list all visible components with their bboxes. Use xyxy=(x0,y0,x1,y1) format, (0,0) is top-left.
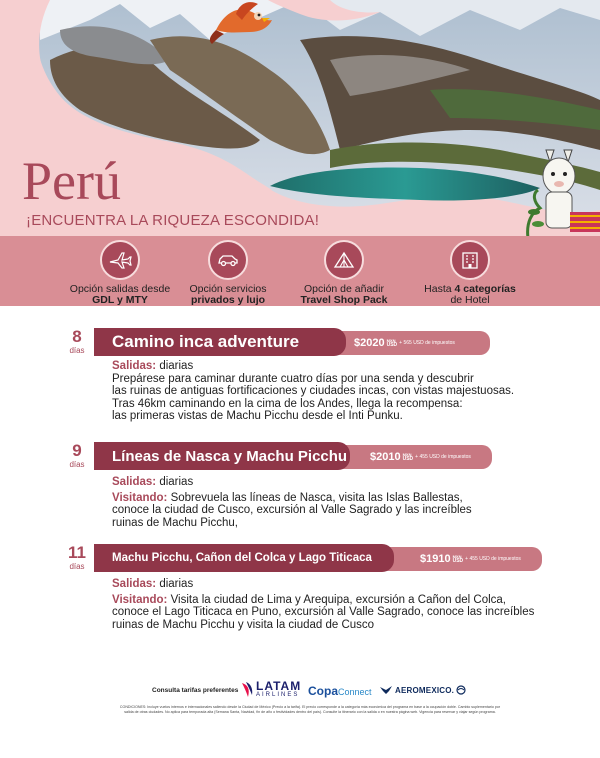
tour-taxes: + 455 USD de impuestos xyxy=(465,556,521,562)
latam-logo xyxy=(240,681,301,699)
tour-price-currency xyxy=(387,338,398,348)
tour-price xyxy=(420,547,521,571)
feature-line2: GDL y MTY xyxy=(92,294,148,306)
tour-description-line: ruinas de Machu Picchu y visita la ciudad de Cusco xyxy=(112,618,375,631)
tour-days xyxy=(64,544,90,571)
tour-description-text: Sobrevuela las líneas de Nasca, visita las Islas Ballestas, xyxy=(170,491,463,504)
tour-days-number: 9 xyxy=(72,441,82,460)
feature-line1: Opción servicios xyxy=(189,283,267,295)
aeromexico-logo xyxy=(380,685,466,695)
tour-description-line: conoce la ciudad de Cusco, excursión al Valle Sagrado y las increíbles xyxy=(112,504,472,516)
tour-taxes: + 455 USD de impuestos xyxy=(415,454,471,460)
tour-days-label: días xyxy=(69,562,85,571)
airplane-icon xyxy=(108,248,132,272)
feature-line2 xyxy=(400,295,540,306)
page-tagline: ¡ENCUENTRA LA RIQUEZA ESCONDIDA! xyxy=(26,212,320,229)
feature-icon-circle xyxy=(208,240,248,280)
copa-text: Copa xyxy=(308,684,338,698)
tour-banner xyxy=(94,547,542,571)
tour-description-line: ruinas de Machu Picchu, xyxy=(112,516,238,529)
tour-description-line xyxy=(112,492,532,505)
tour-price xyxy=(370,445,471,469)
feature-icon-circle xyxy=(324,240,364,280)
tour-price-amount: $1910 xyxy=(420,553,451,565)
tour-price-amount: $2010 xyxy=(370,451,401,463)
salidas-value: diarias xyxy=(159,578,194,590)
tour-currency-note: MXN xyxy=(402,452,412,457)
connect-text: Connect xyxy=(338,687,372,697)
tour-description-text: Visita la ciudad de Lima y Arequipa, excursión a Cañon del Colca, xyxy=(170,593,506,606)
tour-currency-note: MXN xyxy=(386,338,396,343)
tent-icon xyxy=(332,248,356,272)
bird-illustration-icon xyxy=(206,0,276,46)
llama-illustration-icon xyxy=(524,142,600,236)
tour-description-line: Tras 46km caminando en la cima de los Andes, llega la recompensa: xyxy=(112,397,463,410)
salidas-label: Salidas: xyxy=(112,578,157,590)
tour-price xyxy=(354,331,455,355)
tour-salidas xyxy=(112,476,532,489)
tour-price-currency xyxy=(453,554,464,564)
tour-banner xyxy=(94,331,490,355)
tour-price-amount: $2020 xyxy=(354,337,385,349)
feature-line1-pre: Hasta xyxy=(424,283,455,295)
tour-name: Camino inca adventure xyxy=(94,328,346,356)
tour-details xyxy=(112,476,532,529)
hotel-icon xyxy=(458,248,482,272)
tour-currency-note: MXN xyxy=(452,554,462,559)
features-band xyxy=(0,236,600,306)
tour-banner xyxy=(94,445,492,469)
latam-title: LATAM xyxy=(256,679,302,693)
salidas-label: Salidas: xyxy=(112,476,157,488)
salidas-value: diarias xyxy=(159,360,194,372)
latam-mark-icon xyxy=(240,681,254,699)
consulta-text: Consulta tarifas preferentes xyxy=(152,687,239,694)
hero-section xyxy=(0,0,600,236)
visitando-label: Visitando: xyxy=(112,491,168,504)
feature-icon-circle xyxy=(450,240,490,280)
car-icon xyxy=(216,248,240,272)
visitando-label: Visitando: xyxy=(112,593,168,606)
tour-description-line xyxy=(112,594,552,607)
feature-line2: privados y lujo xyxy=(190,294,266,306)
salidas-label: Salidas: xyxy=(112,360,157,372)
tour-days-number: 8 xyxy=(72,327,82,346)
tour-details xyxy=(112,578,552,631)
feature-line1-bold: 4 categorías xyxy=(454,283,516,295)
legal-conditions xyxy=(80,705,540,715)
skyteam-icon xyxy=(456,685,466,695)
feature-line1: Opción de añadir xyxy=(304,283,384,295)
tour-name: Líneas de Nasca y Machu Picchu xyxy=(94,442,350,470)
tour-days xyxy=(66,442,88,469)
tour-taxes: + 565 USD de impuestos xyxy=(399,340,455,346)
tour-name: Machu Picchu, Cañon del Colca y Lago Titicaca xyxy=(94,544,394,572)
latam-subtitle: AIRLINES xyxy=(256,692,300,698)
tour-description-line: las primeras vistas de Machu Picchu desde el Inti Punku. xyxy=(112,410,403,422)
legal-line: CONDICIONES: Incluye vuelos internos e internacionales saliendo desde la Ciudad de México (Precio a la tarifa). El precio corresponde a la categoría más económica del programa en base a la ocupación doble. Cambio suplementario por xyxy=(119,705,501,709)
tour-details xyxy=(112,360,532,423)
copa-connect-logo xyxy=(308,684,372,698)
footer-partners xyxy=(0,680,600,706)
aeromexico-text: AEROMEXICO. xyxy=(395,685,455,695)
tour-days-label: días xyxy=(69,460,85,469)
tour-currency: USD xyxy=(452,558,464,564)
aeromexico-eagle-icon xyxy=(380,685,392,695)
tour-description-line: conoce el Lago Titicaca en Puno, excursión al Valle Sagrado, conoce las increíbles xyxy=(112,606,535,618)
tour-days-number: 11 xyxy=(68,543,86,562)
legal-line: salida de otras ciudades. No aplica para temporada alta (Semana Santa, Navidad, fin de año o festividades dentro del país). Consulte la itinerario con la salida o en nuestra página web. Vigencia para reservar y viajar según programa. xyxy=(124,710,496,714)
latam-wordmark xyxy=(256,681,301,699)
tour-currency: USD xyxy=(386,342,398,348)
feature-hotel-categories xyxy=(400,240,540,306)
page-title: Perú xyxy=(22,151,121,211)
feature-line1: Opción salidas desde xyxy=(69,283,171,295)
tour-currency: USD xyxy=(402,456,414,462)
feature-line2: Travel Shop Pack xyxy=(300,294,388,306)
tour-description-line: las ruinas de antiguas fortificaciones y ciudades incas, con vistas majestuosas. xyxy=(112,385,515,397)
tour-days xyxy=(66,328,88,355)
tour-price-currency xyxy=(403,452,414,462)
tour-salidas xyxy=(112,578,552,591)
tour-days-label: días xyxy=(69,346,85,355)
copa-wordmark xyxy=(308,684,372,698)
feature-travel-shop xyxy=(274,240,414,306)
feature-line2-text: de Hotel xyxy=(450,294,490,306)
tour-description-line: Prepárese para caminar durante cuatro días por una senda y descubrir xyxy=(112,372,474,385)
feature-icon-circle xyxy=(100,240,140,280)
tour-salidas xyxy=(112,360,532,373)
salidas-value: diarias xyxy=(159,476,194,488)
